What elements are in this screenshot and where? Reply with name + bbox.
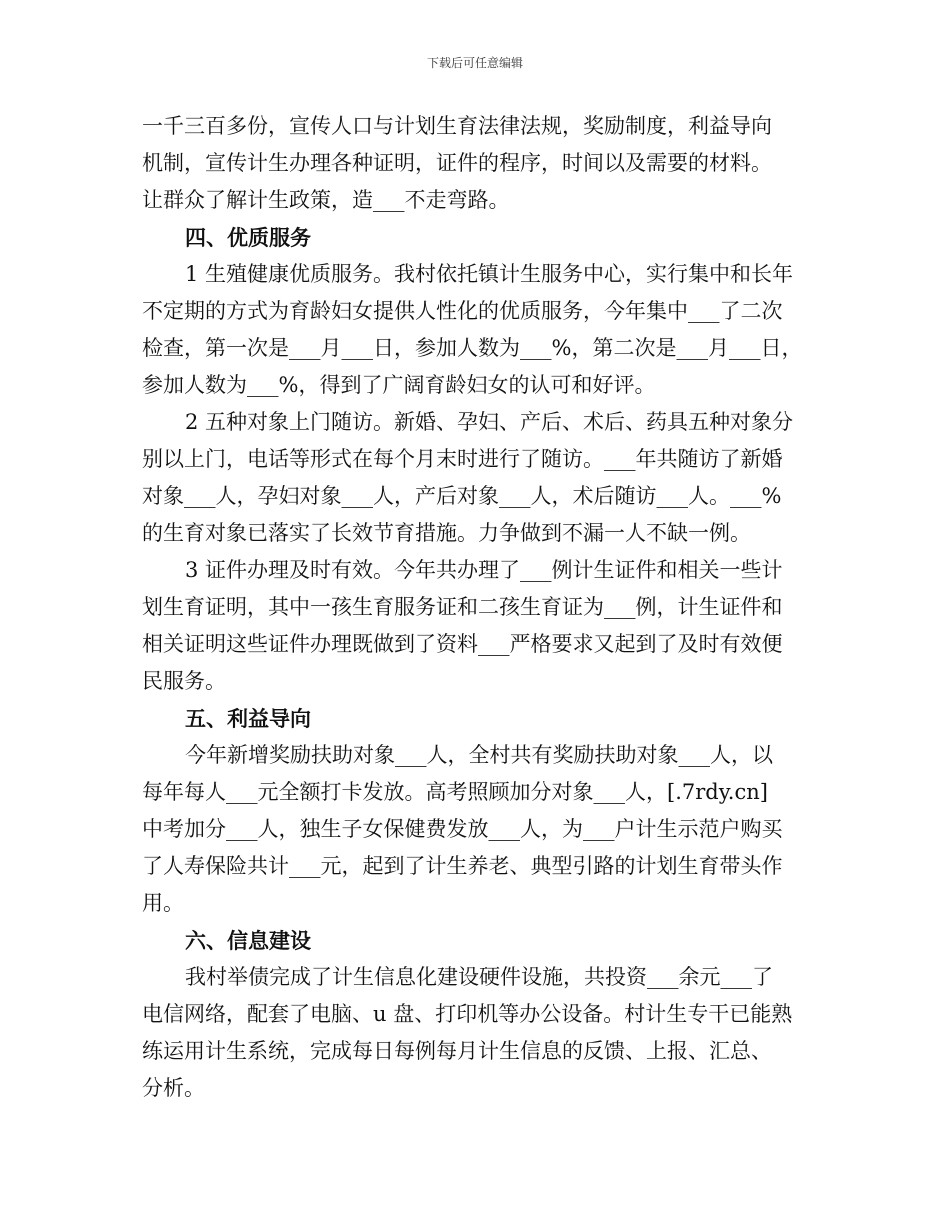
paragraph-line: 划生育证明，其中一孩生育服务证和二孩生育证为___例，计生证件和 [142, 595, 783, 619]
paragraph-line: 别以上门，电话等形式在每个月末时进行了随访。___年共随访了新婚 [142, 447, 783, 471]
section-heading: 五、利益导向 [185, 706, 311, 731]
paragraph-line: 民服务。 [142, 669, 226, 693]
paragraph-line: 对象___人，孕妇对象___人，产后对象___人，术后随访___人。___% [142, 484, 782, 508]
section-heading: 六、信息建设 [185, 928, 311, 953]
paragraph-line: 让群众了解计生政策，造___不走弯路。 [142, 188, 510, 212]
paragraph-line: 今年新增奖励扶助对象___人，全村共有奖励扶助对象___人，以 [185, 743, 773, 767]
document-body [142, 108, 814, 1107]
paragraph-line: 2 五种对象上门随访。新婚、孕妇、产后、术后、药具五种对象分 [185, 410, 794, 434]
paragraph-line: 机制，宣传计生办理各种证明，证件的程序，时间以及需要的材料。 [142, 151, 772, 175]
paragraph-line: 1 生殖健康优质服务。我村依托镇计生服务中心，实行集中和长年 [185, 262, 794, 286]
paragraph-line: 中考加分___人，独生子女保健费发放___人，为___户计生示范户购买 [142, 817, 783, 841]
paragraph-line: 不定期的方式为育龄妇女提供人性化的优质服务，今年集中___了二次 [142, 299, 783, 323]
paragraph-line: 相关证明这些证件办理既做到了资料___严格要求又起到了及时有效便 [142, 632, 783, 656]
section-heading: 四、优质服务 [185, 225, 311, 250]
page-header-note: 下载后可任意编辑 [426, 56, 523, 70]
paragraph-line: 一千三百多份，宣传人口与计划生育法律法规，奖励制度，利益导向 [142, 114, 772, 138]
paragraph-line: 检查，第一次是___月___日，参加人数为___%，第二次是___月___日， [142, 336, 803, 360]
paragraph-line: 了人寿保险共计___元，起到了计生养老、典型引路的计划生育带头作 [142, 854, 783, 878]
paragraph-line: 每年每人___元全额打卡发放。高考照顾加分对象___人，[.7rdy.cn] [142, 780, 768, 804]
paragraph-line: 3 证件办理及时有效。今年共办理了___例计生证件和相关一些计 [185, 558, 783, 582]
paragraph-line: 练运用计生系统，完成每日每例每月计生信息的反馈、上报、汇总、 [142, 1039, 772, 1063]
paragraph-line: 分析。 [142, 1076, 205, 1100]
paragraph-line: 参加人数为___%，得到了广阔育龄妇女的认可和好评。 [142, 373, 656, 397]
paragraph-line: 我村举债完成了计生信息化建设硬件设施，共投资___余元___了 [185, 965, 773, 989]
paragraph-line: 的生育对象已落实了长效节育措施。力争做到不漏一人不缺一例。 [142, 521, 751, 545]
paragraph-line: 电信网络，配套了电脑、u 盘、打印机等办公设备。村计生专干已能熟 [142, 1002, 793, 1026]
paragraph-line: 用。 [142, 891, 184, 915]
